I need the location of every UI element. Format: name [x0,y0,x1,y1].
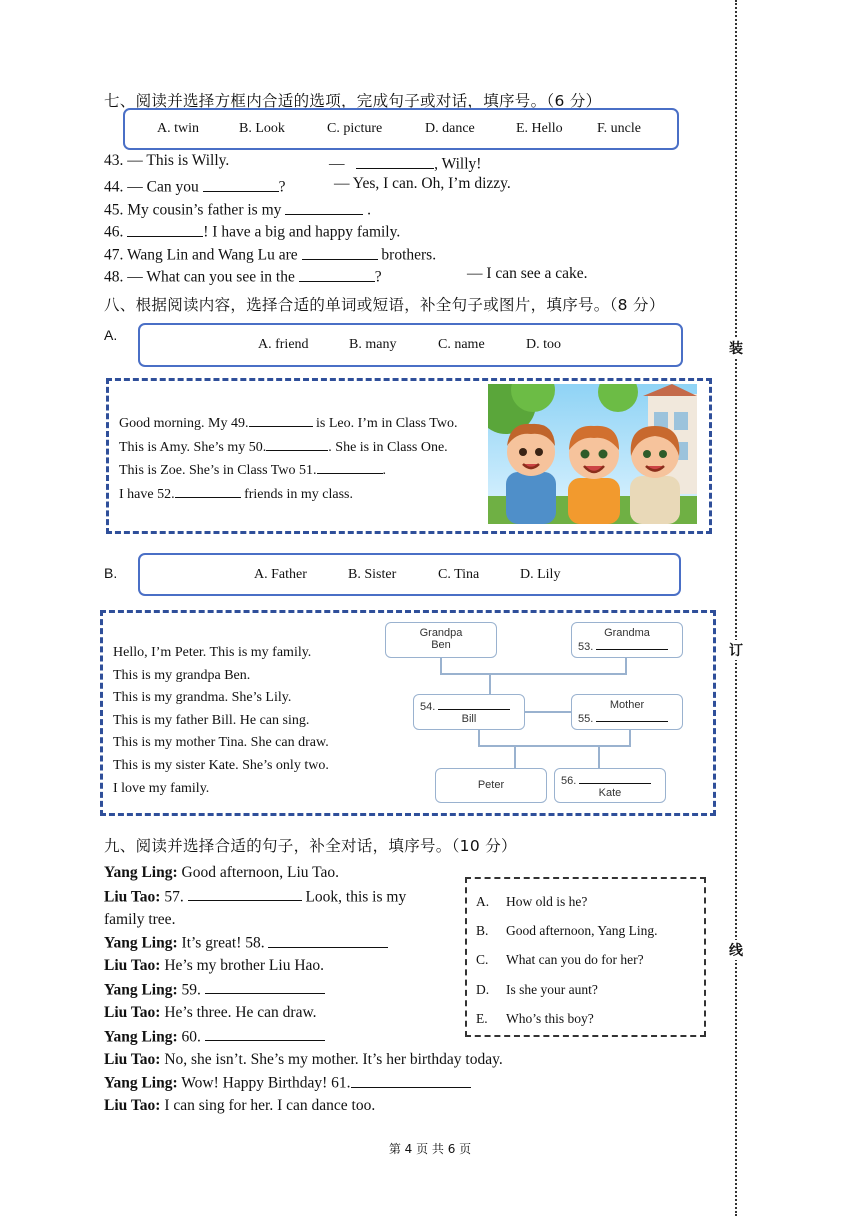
question-43-reply: — , Willy! [329,152,481,174]
tree-connector [598,746,600,768]
dialogue-line-1: Yang Ling: Good afternoon, Liu Tao. [104,864,339,881]
tree-node-sister: 56. Kate [554,768,666,803]
blank-54[interactable] [438,699,510,710]
section7-title: 七、阅读并选择方框内合适的选项，完成句子或对话，填序号。（6 分） [104,92,602,110]
option-too: D. too [526,337,561,352]
tree-connector [524,711,572,713]
section9-choices [476,887,658,1033]
blank-43[interactable] [356,152,434,169]
question-48-reply: — I can see a cake. [467,265,588,282]
option-picture: C. picture [327,121,383,136]
tree-connector [440,656,442,674]
option-dance: D. dance [425,121,475,136]
blank-61[interactable] [351,1071,471,1088]
binding-char-xian: 线 [727,940,745,960]
option-friend: A. friend [258,337,309,352]
blank-53[interactable] [596,639,668,650]
dialogue-line-6: Liu Tao: He’s three. He can draw. [104,1004,317,1022]
blank-47[interactable] [302,243,378,260]
section7-option-box [123,108,679,150]
question-46: 46. ! I have a big and happy family. [104,220,400,242]
dialogue-line-10: Liu Tao: I can sing for her. I can dance too. [104,1097,376,1115]
option-lily: D. Lily [520,566,561,582]
tree-connector [629,728,631,746]
part-b-option-box [138,553,681,596]
option-uncle: F. uncle [597,121,641,136]
blank-57[interactable] [188,885,302,902]
blank-44[interactable] [203,175,279,192]
tree-node-mother: Mother 55. [571,694,683,730]
three-children-illustration [488,384,697,524]
part-a-line-4: I have 52. friends in my class. [119,483,457,507]
question-44: 44. — Can you ? [104,175,285,197]
part-b-line-3: This is my grandma. She’s Lily. [113,690,292,706]
dialogue-line-2-cont: family tree. [104,910,176,928]
part-b-line-5: This is my mother Tina. She can draw. [113,735,329,751]
blank-49[interactable] [249,412,313,427]
part-b-label: B. [104,565,118,581]
blank-52[interactable] [175,483,241,498]
dialogue-line-3: Yang Ling: It’s great! 58. [104,931,503,955]
part-b-text [113,642,329,800]
part-a-line-3: This is Zoe. She’s in Class Two 51. . [119,459,457,483]
blank-51[interactable] [317,459,383,474]
option-twin: A. twin [157,121,199,136]
tree-connector [489,674,491,696]
part-b-line-4: This is my father Bill. He can sing. [113,712,310,728]
dialogue-line-5: Yang Ling: 59. [104,978,503,1002]
tree-connector [478,745,631,747]
binding-char-ding: 订 [727,640,745,660]
blank-60[interactable] [205,1025,325,1042]
blank-59[interactable] [205,978,325,995]
part-b-line-2: This is my grandpa Ben. [113,667,251,683]
page-footer: 第 4 页 共 6 页 [388,1142,472,1156]
dialogue-line-4: Liu Tao: He’s my brother Liu Hao. [104,957,325,975]
tree-connector [440,673,627,675]
binding-dotted-line [735,0,737,1216]
question-48: 48. — What can you see in the ? [104,265,382,287]
option-name: C. name [438,337,485,352]
question-45: 45. My cousin’s father is my . [104,198,371,220]
choice-b: B. Good afternoon, Yang Ling. [476,923,658,939]
blank-46[interactable] [127,220,203,237]
part-b-line-7: I love my family. [113,780,210,796]
blank-50[interactable] [266,436,328,451]
part-a-text [119,412,457,506]
option-look: B. Look [239,121,285,136]
blank-58[interactable] [268,931,388,948]
option-many: B. many [349,337,397,352]
part-a-option-box [138,323,683,367]
choice-e: E. Who’s this boy? [476,1010,594,1026]
part-b-line-6: This is my sister Kate. She’s only two. [113,757,329,773]
choice-d: D. Is she your aunt? [476,981,598,997]
tree-connector [625,656,627,674]
binding-char-zhuang: 装 [727,338,745,358]
blank-48[interactable] [299,265,375,282]
blank-45[interactable] [285,198,363,215]
option-tina: C. Tina [438,566,480,582]
part-a-label: A. [104,327,118,343]
part-a-line-1: Good morning. My 49. is Leo. I’m in Class Two. [119,412,457,436]
choice-a: A. How old is he? [476,894,588,909]
dialogue-line-8: Liu Tao: No, she isn’t. She’s my mother. It’s her birthday today. [104,1050,503,1068]
option-sister: B. Sister [348,566,397,582]
part-a-line-2: This is Amy. She’s my 50. . She is in Class One. [119,436,457,460]
question-47: 47. Wang Lin and Wang Lu are brothers. [104,243,436,265]
tree-node-father: 54. Bill [413,694,525,730]
tree-node-grandpa: Grandpa Ben [385,622,497,658]
tree-connector [514,746,516,768]
dialogue [104,862,503,1118]
part-b-line-1: Hello, I’m Peter. This is my family. [113,645,312,660]
blank-56[interactable] [579,773,651,784]
question-44-reply: — Yes, I can. Oh, I’m dizzy. [334,175,511,192]
section9-title: 九、阅读并选择合适的句子，补全对话，填序号。（10 分） [104,837,517,855]
dialogue-line-9: Yang Ling: Wow! Happy Birthday! 61. [104,1071,503,1095]
section8-title: 八、根据阅读内容，选择合适的单词或短语，补全句子或图片，填序号。（8 分） [104,296,665,314]
question-43: 43. — This is Willy. [104,152,230,169]
dialogue-line-7: Yang Ling: 60. [104,1025,503,1049]
tree-node-peter: Peter [435,768,547,803]
option-hello: E. Hello [516,121,563,136]
choice-c: C. What can you do for her? [476,952,644,968]
blank-55[interactable] [596,711,668,722]
tree-node-grandma: Grandma 53. [571,622,683,658]
dialogue-line-2: Liu Tao: 57. Look, this is my [104,885,503,909]
option-father: A. Father [254,566,307,582]
tree-connector [478,728,480,746]
